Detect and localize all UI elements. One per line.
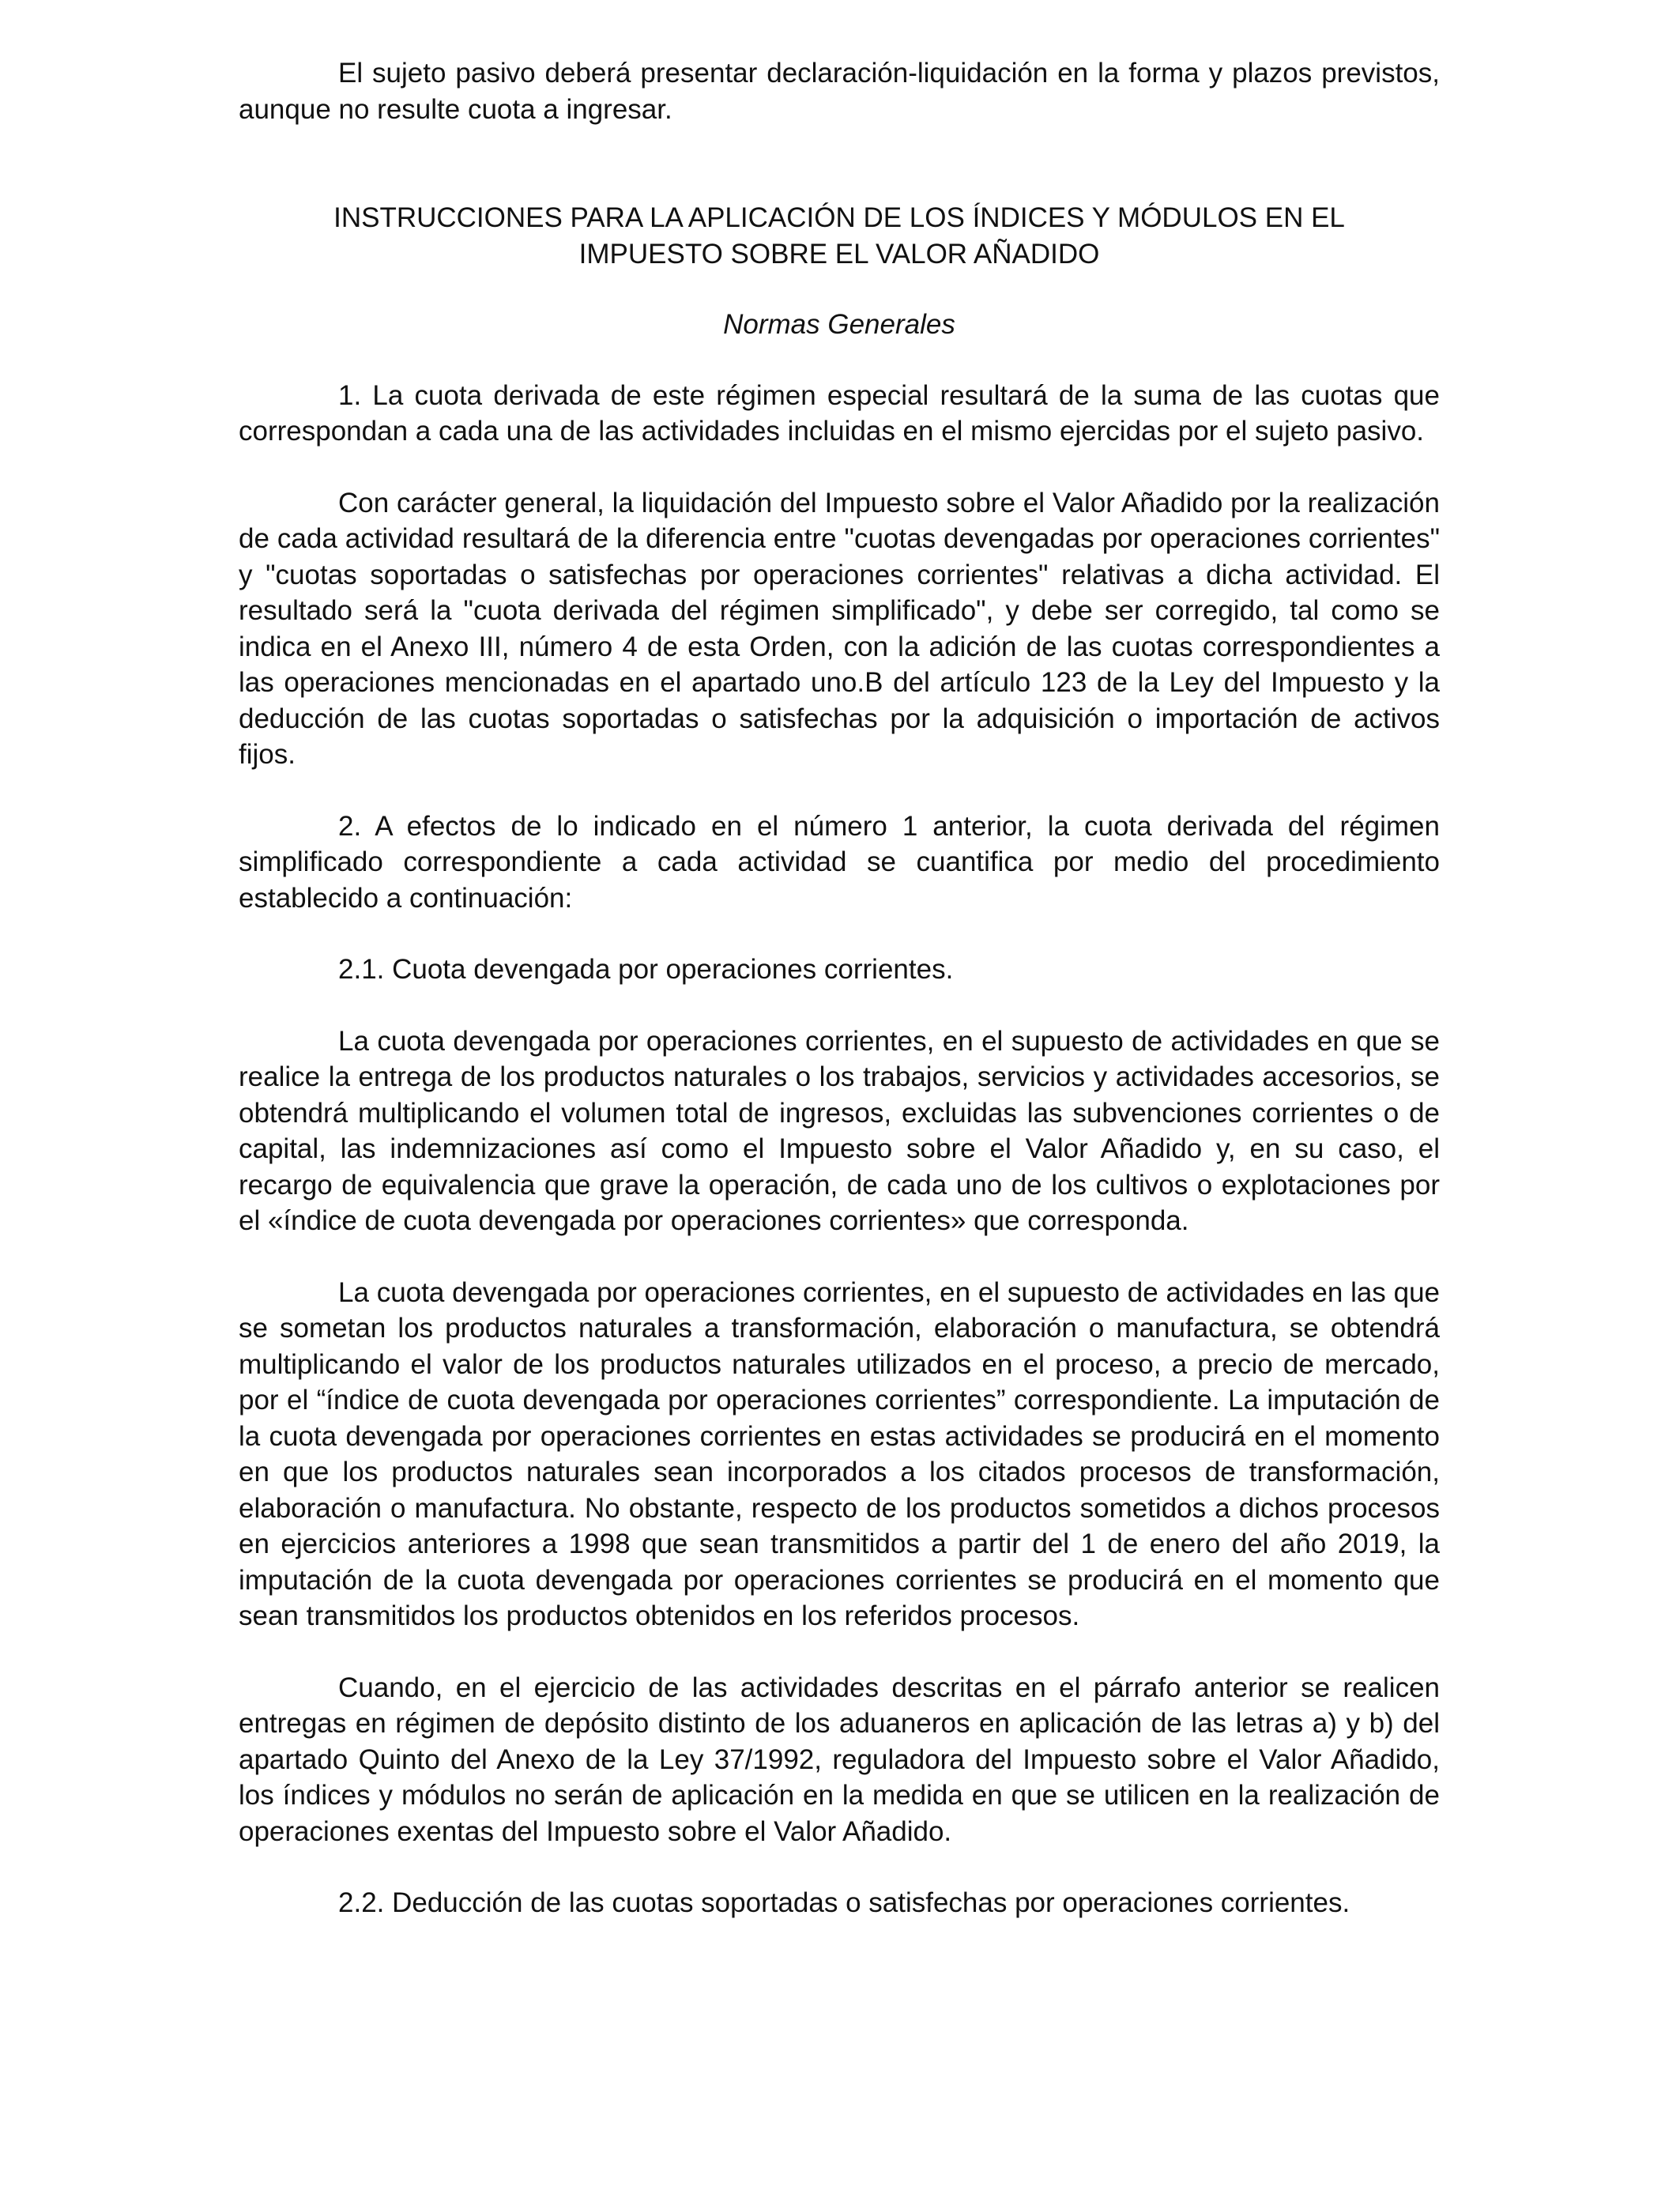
paragraph-1: 1. La cuota derivada de este régimen especial resultará de la suma de las cuotas que correspondan a cada una de las actividades incluidas en el mismo ejercidas por el sujeto pasivo. xyxy=(239,379,1440,447)
intro-paragraph: El sujeto pasivo deberá presentar declaración-liquidación en la forma y plazos previstos, aunque no resulte cuota a ingresar. xyxy=(239,58,1440,125)
paragraph-accrued-quota-transformation: La cuota devengada por operaciones corrientes, en el supuesto de actividades en las que se sometan los productos naturales a transformación, elaboración o manufactura, se obtendrá multiplicando el valor de los productos naturales utilizados en el proceso, a precio de mercado, por el “índice de cuota devengada por operaciones corrientes” correspondiente. La imputación de la cuota devengada por operaciones corrientes en estas actividades se producirá en el momento en que los productos naturales sean incorporados a los citados procesos de transformación, elaboración o manufactura. No obstante, respecto de los productos sometidos a dichos procesos en ejercicios anteriores a 1998 que sean transmitidos a partir del 1 de enero del año 2019, la imputación de la cuota devengada por operaciones corrientes se producirá en el momento que sean transmitidos los productos obtenidos en los referidos procesos. xyxy=(239,1276,1440,1631)
heading-2-2: 2.2. Deducción de las cuotas soportadas o satisfechas por operaciones corrientes. xyxy=(338,1887,1350,1918)
section-title-line-1: INSTRUCCIONES PARA LA APLICACIÓN DE LOS ÍNDICES Y MÓDULOS EN EL xyxy=(333,202,1345,233)
heading-2-1: 2.1. Cuota devengada por operaciones corrientes. xyxy=(338,954,954,985)
paragraph-accrued-quota-natural-products: La cuota devengada por operaciones corrientes, en el supuesto de actividades en que se realice la entrega de los productos naturales o los trabajos, servicios y actividades accesorios, se obtendrá multiplicando el volumen total de ingresos, excluidas las subvenciones corrientes o de capital, las indemnizaciones así como el Impuesto sobre el Valor Añadido y, en su caso, el recargo de equivalencia que grave la operación, de cada uno de los cultivos o explotaciones por el «índice de cuota devengada por operaciones corrientes» que corresponda. xyxy=(239,1025,1440,1236)
document-page xyxy=(239,55,1440,1921)
section-title-line-2: IMPUESTO SOBRE EL VALOR AÑADIDO xyxy=(578,238,1100,270)
paragraph-general-character: Con carácter general, la liquidación del Impuesto sobre el Valor Añadido por la realización de cada actividad resultará de la diferencia entre "cuotas devengadas por operaciones corrientes" y "cuotas soportadas o satisfechas por operaciones corrientes" relativas a dicha actividad. El resultado será la "cuota derivada del régimen simplificado", y debe ser corregido, tal como se indica en el Anexo III, número 4 de esta Orden, con la adición de las cuotas correspondientes a las operaciones mencionadas en el apartado uno.B del artículo 123 de la Ley del Impuesto y la deducción de las cuotas soportadas o satisfechas por la adquisición o importación de activos fijos. xyxy=(239,487,1440,770)
paragraph-2: 2. A efectos de lo indicado en el número 1 anterior, la cuota derivada del régimen simplificado correspondiente a cada actividad se cuantifica por medio del procedimiento establecido a continuación: xyxy=(239,810,1440,914)
paragraph-deposit-regime: Cuando, en el ejercicio de las actividades descritas en el párrafo anterior se realicen entregas en régimen de depósito distinto de los aduaneros en aplicación de las letras a) y b) del apartado Quinto del Anexo de la Ley 37/1992, reguladora del Impuesto sobre el Valor Añadido, los índices y módulos no serán de aplicación en la medida en que se utilicen en la realización de operaciones exentas del Impuesto sobre el Valor Añadido. xyxy=(239,1672,1440,1847)
section-subtitle: Normas Generales xyxy=(723,309,955,340)
